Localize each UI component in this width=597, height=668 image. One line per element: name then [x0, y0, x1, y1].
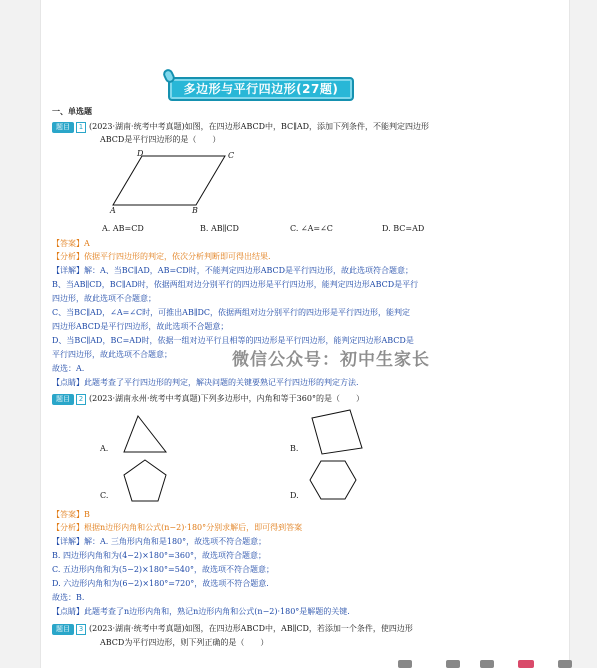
pentagon-figure [120, 457, 170, 505]
q1-detail-1: 【详解】解：A、当BC∥AD，AB=CD时，不能判定四边形ABCD是平行四边形，故此选项符合题意； [52, 266, 414, 275]
q1-option-c: C. ∠A=∠C [290, 224, 333, 233]
q1-analysis: 【分析】依据平行四边形的判定，依次分析判断即可得出结果. [52, 252, 271, 261]
q2-option-b: B. [290, 444, 299, 453]
q2-stem: (2023·湖南永州·统考中考真题)下列多边形中，内角和等于360°的是（ ） [89, 394, 364, 403]
q1-option-b: B. AB∥CD [200, 224, 239, 233]
q1-option-d: D. BC=AD [382, 224, 425, 233]
viewer-toolbar [398, 658, 588, 668]
q1-detail-5: 四边形ABCD是平行四边形，故此选项不合题意； [52, 322, 229, 331]
q1-detail-8: 故选：A. [52, 364, 85, 373]
q1-comment: 【点睛】此题考查了平行四边形的判定，解决问题的关键要熟记平行四边形的判定方法. [52, 378, 359, 387]
toolbar-button[interactable] [480, 660, 494, 668]
q1-detail-6: D、当BC∥AD，BC=AD时，依据一组对边平行且相等的四边形是平行四边形，能判定四边形ABCD是 [52, 336, 414, 345]
q2-number: 2 [76, 394, 86, 405]
q2-conclusion: 故选：B. [52, 593, 85, 602]
q2-answer: 【答案】B [52, 510, 90, 519]
quadrilateral-figure [308, 408, 366, 458]
q1-label-C: C [228, 151, 235, 160]
page-title: 多边形与平行四边形(27题) [168, 77, 354, 101]
q3-stem2: ABCD为平行四边形，则下列正确的是（ ） [100, 638, 269, 647]
q1-number: 1 [76, 122, 86, 133]
q1-detail-3: 四边形，故此选项不合题意； [52, 294, 156, 303]
q1-detail-2: B、当AB∥CD，BC∥AD时，依据两组对边分别平行的四边形是平行四边形，能判定四边形ABCD是平行 [52, 280, 419, 289]
q1-stem1: (2023·湖南·统考中考真题)如图，在四边形ABCD中，BC∥AD，添加下列条件，不能判定四边形 [89, 122, 430, 131]
q1-detail-4: C、当BC∥AD，∠A=∠C时，可推出AB∥DC，依据两组对边分别平行的四边形是平行四边形，能判定 [52, 308, 411, 317]
q2-detail-2: B. 四边形内角和为(4−2)×180°=360°，故选项符合题意； [52, 551, 267, 560]
q3-number: 3 [76, 624, 86, 635]
watermark: 微信公众号：初中生家长 [232, 350, 430, 370]
q1-label-D: D [137, 149, 144, 158]
q1-detail-7: 平行四边形，故此选项不合题意； [52, 350, 172, 359]
toolbar-button[interactable] [518, 660, 534, 668]
q2-option-a: A. [100, 444, 109, 453]
q3-tag: 题目 [52, 624, 74, 635]
triangle-figure [120, 414, 170, 456]
title-banner [168, 75, 388, 103]
q3-stem-line [52, 623, 413, 635]
q2-option-c: C. [100, 491, 109, 500]
toolbar-button[interactable] [446, 660, 460, 668]
section-heading: 一、单选题 [52, 107, 92, 116]
q2-option-d: D. [290, 491, 299, 500]
q2-detail-3: C. 五边形内角和为(5−2)×180°=540°，故选项不符合题意； [52, 565, 274, 574]
parallelogram-figure [105, 150, 235, 210]
toolbar-button[interactable] [398, 660, 412, 668]
q2-detail-4: D. 六边形内角和为(6−2)×180°=720°，故选项不符合题意. [52, 579, 269, 588]
q1-label-A: A [110, 206, 116, 215]
q1-tag: 题目 [52, 122, 74, 133]
toolbar-button[interactable] [558, 660, 572, 668]
q2-comment: 【点睛】此题考查了n边形内角和，熟记n边形内角和公式(n−2)·180°是解题的关键. [52, 607, 350, 616]
q2-tag: 题目 [52, 394, 74, 405]
q2-stem-line [52, 393, 364, 405]
q1-stem-line1 [52, 121, 429, 133]
hexagon-figure [308, 459, 358, 501]
q1-option-a: A. AB=CD [102, 224, 144, 233]
q2-analysis: 【分析】根据n边形内角和公式(n−2)·180°分别求解后，即可得到答案 [52, 523, 303, 532]
q1-answer: 【答案】A [52, 239, 90, 248]
q1-label-B: B [192, 206, 198, 215]
q2-detail-1: 【详解】解：A. 三角形内角和是180°，故选项不符合题意； [52, 537, 267, 546]
q1-stem2: ABCD是平行四边形的是（ ） [100, 135, 221, 144]
q3-stem1: (2023·湖南·统考中考真题)如图，在四边形ABCD中，AB∥CD，若添加一个条件，使四边形 [89, 624, 413, 633]
